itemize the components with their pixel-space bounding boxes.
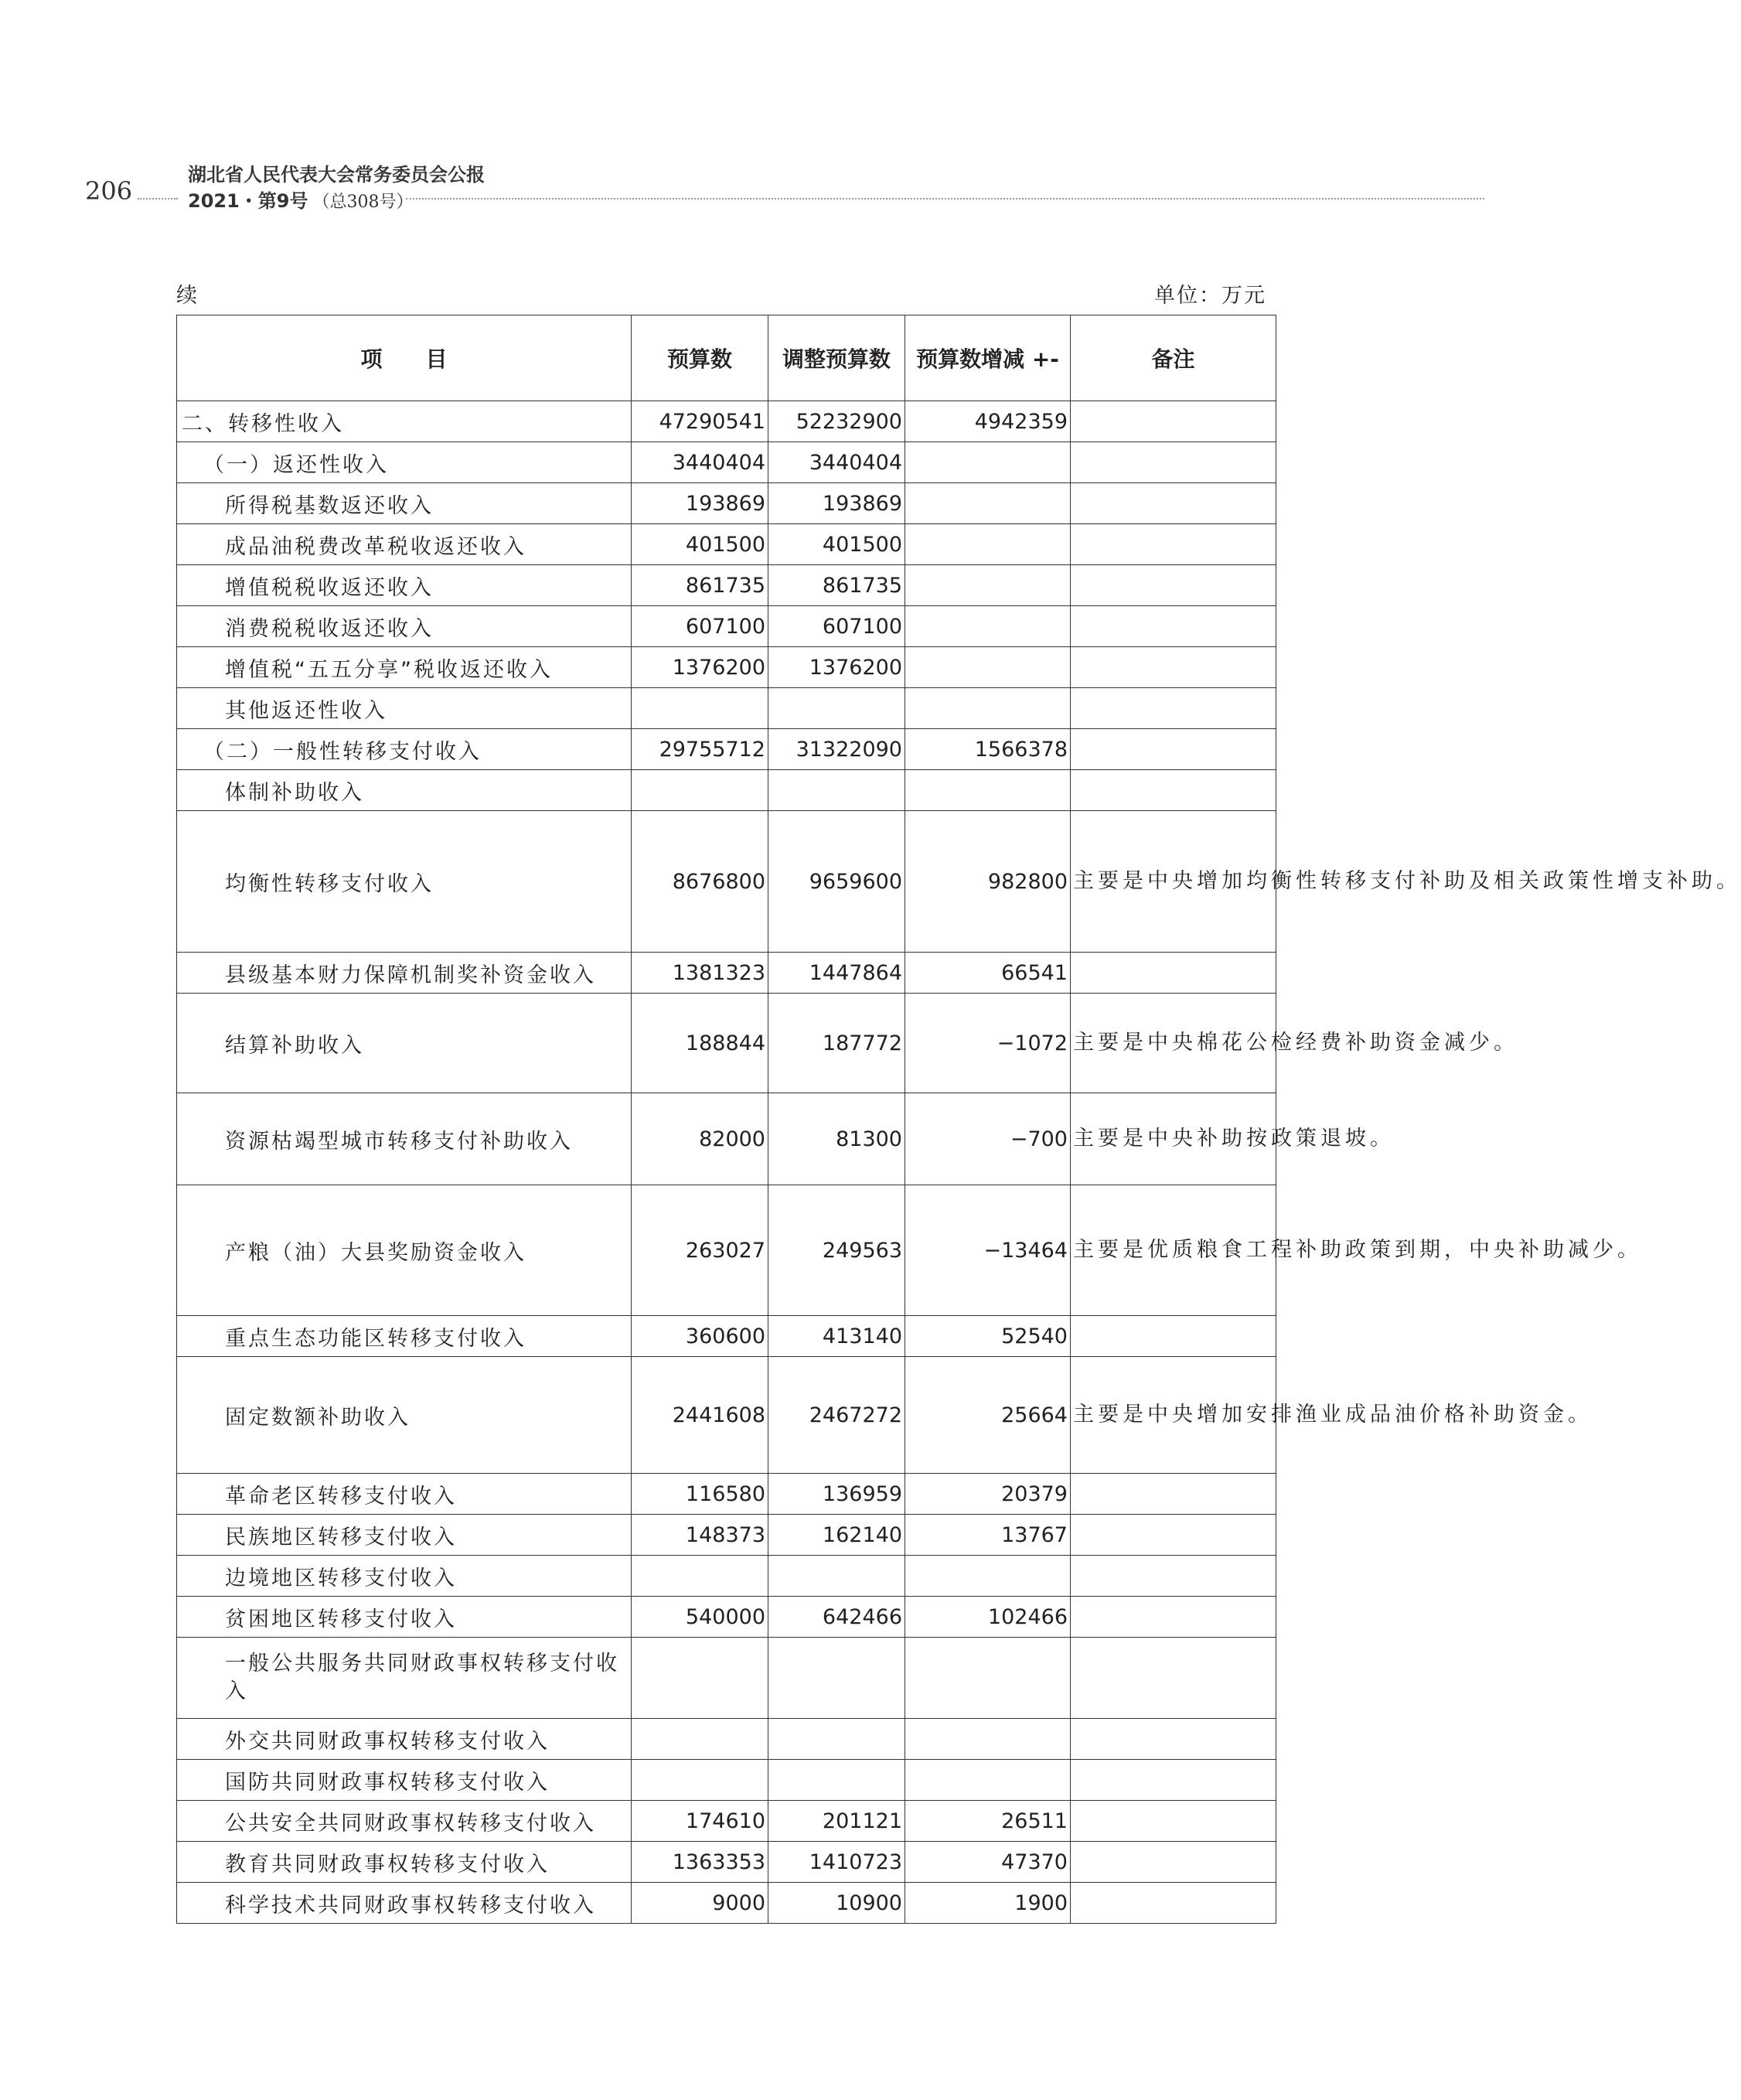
cell-note: 主要是中央补助按政策退坡。 bbox=[1071, 1093, 1276, 1185]
cell-change: 4942359 bbox=[905, 401, 1071, 442]
cell-item: 贫困地区转移支付收入 bbox=[177, 1597, 632, 1638]
cell-note bbox=[1071, 1842, 1276, 1883]
cell-item: 国防共同财政事权转移支付收入 bbox=[177, 1760, 632, 1801]
cell-item: 成品油税费改革税收返还收入 bbox=[177, 524, 632, 565]
table-row bbox=[177, 524, 1276, 565]
cell-note: 主要是中央增加安排渔业成品油价格补助资金。 bbox=[1071, 1357, 1276, 1474]
cell-change bbox=[905, 1760, 1071, 1801]
cell-change: 1566378 bbox=[905, 729, 1071, 770]
cell-note bbox=[1071, 688, 1276, 729]
cell-budget: 9000 bbox=[632, 1883, 768, 1924]
cell-item: 增值税“五五分享”税收返还收入 bbox=[177, 647, 632, 688]
cell-budget: 540000 bbox=[632, 1597, 768, 1638]
cell-change: 47370 bbox=[905, 1842, 1071, 1883]
cell-note bbox=[1071, 1556, 1276, 1597]
cell-budget: 8676800 bbox=[632, 811, 768, 953]
cell-budget: 174610 bbox=[632, 1801, 768, 1842]
cell-note: 主要是优质粮食工程补助政策到期，中央补助减少。 bbox=[1071, 1185, 1276, 1316]
header-divider-left bbox=[138, 198, 178, 199]
cell-adjusted bbox=[768, 1556, 905, 1597]
table-row bbox=[177, 1760, 1276, 1801]
table-header-row bbox=[177, 315, 1276, 401]
continuation-label: 续 bbox=[176, 284, 197, 308]
cell-change: 13767 bbox=[905, 1515, 1071, 1556]
cell-note bbox=[1071, 442, 1276, 483]
cell-note bbox=[1071, 1515, 1276, 1556]
table-body bbox=[177, 401, 1741, 1924]
cell-change: 1900 bbox=[905, 1883, 1071, 1924]
cell-adjusted: 9659600 bbox=[768, 811, 905, 953]
cell-item: 结算补助收入 bbox=[177, 994, 632, 1093]
column-header-change: 预算数增减 +- bbox=[905, 315, 1071, 401]
cell-item: 所得税基数返还收入 bbox=[177, 483, 632, 524]
cell-change bbox=[905, 1556, 1071, 1597]
cell-budget: 1381323 bbox=[632, 953, 768, 994]
cell-adjusted: 1410723 bbox=[768, 1842, 905, 1883]
cell-item: 外交共同财政事权转移支付收入 bbox=[177, 1719, 632, 1760]
table-row bbox=[177, 688, 1276, 729]
cell-change: −13464 bbox=[905, 1185, 1071, 1316]
cell-change: 66541 bbox=[905, 953, 1071, 994]
cell-adjusted bbox=[768, 1719, 905, 1760]
cell-adjusted: 31322090 bbox=[768, 729, 905, 770]
cell-item: 科学技术共同财政事权转移支付收入 bbox=[177, 1883, 632, 1924]
cell-item: 体制补助收入 bbox=[177, 770, 632, 811]
cell-adjusted: 10900 bbox=[768, 1883, 905, 1924]
cell-adjusted: 642466 bbox=[768, 1597, 905, 1638]
table-row bbox=[177, 1883, 1276, 1924]
cell-budget: 82000 bbox=[632, 1093, 768, 1185]
column-header-item: 项 目 bbox=[177, 315, 632, 401]
cell-adjusted: 81300 bbox=[768, 1093, 905, 1185]
cell-budget: 47290541 bbox=[632, 401, 768, 442]
budget-table bbox=[176, 315, 1741, 1924]
cell-adjusted: 1376200 bbox=[768, 647, 905, 688]
table-row bbox=[177, 1474, 1276, 1515]
cell-adjusted: 249563 bbox=[768, 1185, 905, 1316]
cell-change: 26511 bbox=[905, 1801, 1071, 1842]
cell-budget bbox=[632, 770, 768, 811]
cell-change: −1072 bbox=[905, 994, 1071, 1093]
cell-change: 102466 bbox=[905, 1597, 1071, 1638]
cell-budget: 116580 bbox=[632, 1474, 768, 1515]
cell-note bbox=[1071, 953, 1276, 994]
cell-budget: 401500 bbox=[632, 524, 768, 565]
cell-adjusted: 187772 bbox=[768, 994, 905, 1093]
cell-change bbox=[905, 1719, 1071, 1760]
cell-note: 主要是中央增加均衡性转移支付补助及相关政策性增支补助。 bbox=[1071, 811, 1276, 953]
cell-note bbox=[1071, 524, 1276, 565]
cell-budget: 3440404 bbox=[632, 442, 768, 483]
cell-budget bbox=[632, 1638, 768, 1719]
cell-change bbox=[905, 770, 1071, 811]
cell-note bbox=[1071, 647, 1276, 688]
cell-adjusted: 401500 bbox=[768, 524, 905, 565]
column-header-budget: 预算数 bbox=[632, 315, 768, 401]
table-row bbox=[177, 483, 1276, 524]
cell-budget: 607100 bbox=[632, 606, 768, 647]
cell-note bbox=[1071, 1719, 1276, 1760]
cell-adjusted bbox=[768, 1638, 905, 1719]
header-divider-right bbox=[406, 198, 1484, 199]
cell-note bbox=[1071, 1638, 1276, 1719]
issue-number: 2021・第9号 bbox=[188, 190, 308, 212]
cell-change: −700 bbox=[905, 1093, 1071, 1185]
cell-budget: 263027 bbox=[632, 1185, 768, 1316]
table-row bbox=[177, 606, 1276, 647]
table-row bbox=[177, 729, 1276, 770]
cell-adjusted bbox=[768, 688, 905, 729]
cell-budget: 861735 bbox=[632, 565, 768, 606]
table-row bbox=[177, 1801, 1276, 1842]
table-row bbox=[177, 1316, 1276, 1357]
table-row bbox=[177, 1638, 1276, 1719]
cell-adjusted: 861735 bbox=[768, 565, 905, 606]
table-row bbox=[177, 565, 1276, 606]
cell-item: 固定数额补助收入 bbox=[177, 1357, 632, 1474]
cell-note bbox=[1071, 565, 1276, 606]
cell-item: 产粮（油）大县奖励资金收入 bbox=[177, 1185, 632, 1316]
cell-budget bbox=[632, 1760, 768, 1801]
cell-budget: 148373 bbox=[632, 1515, 768, 1556]
cell-adjusted: 162140 bbox=[768, 1515, 905, 1556]
cell-item: 边境地区转移支付收入 bbox=[177, 1556, 632, 1597]
cell-item: 县级基本财力保障机制奖补资金收入 bbox=[177, 953, 632, 994]
column-header-adjusted: 调整预算数 bbox=[768, 315, 905, 401]
cell-note bbox=[1071, 1760, 1276, 1801]
cell-budget: 1376200 bbox=[632, 647, 768, 688]
cell-item: 民族地区转移支付收入 bbox=[177, 1515, 632, 1556]
cell-item: 均衡性转移支付收入 bbox=[177, 811, 632, 953]
table-row bbox=[177, 442, 1276, 483]
cell-adjusted bbox=[768, 770, 905, 811]
table-row bbox=[177, 1597, 1276, 1638]
table-row bbox=[177, 811, 1276, 953]
cell-change: 25664 bbox=[905, 1357, 1071, 1474]
table-row bbox=[177, 1842, 1276, 1883]
cell-note: 主要是中央棉花公检经费补助资金减少。 bbox=[1071, 994, 1276, 1093]
issue-total: （总308号） bbox=[312, 193, 414, 212]
cell-budget bbox=[632, 1719, 768, 1760]
cell-note bbox=[1071, 1474, 1276, 1515]
cell-budget: 1363353 bbox=[632, 1842, 768, 1883]
unit-label: 单位：万元 bbox=[1154, 284, 1266, 308]
cell-item: 重点生态功能区转移支付收入 bbox=[177, 1316, 632, 1357]
cell-budget: 193869 bbox=[632, 483, 768, 524]
table-row bbox=[177, 1357, 1276, 1474]
gazette-title: 湖北省人民代表大会常务委员会公报 bbox=[188, 164, 485, 186]
cell-adjusted: 136959 bbox=[768, 1474, 905, 1515]
cell-change: 982800 bbox=[905, 811, 1071, 953]
cell-change bbox=[905, 565, 1071, 606]
cell-adjusted: 607100 bbox=[768, 606, 905, 647]
cell-adjusted: 2467272 bbox=[768, 1357, 905, 1474]
cell-change bbox=[905, 442, 1071, 483]
cell-item: 消费税税收返还收入 bbox=[177, 606, 632, 647]
cell-adjusted: 3440404 bbox=[768, 442, 905, 483]
cell-note bbox=[1071, 729, 1276, 770]
cell-adjusted: 1447864 bbox=[768, 953, 905, 994]
cell-budget bbox=[632, 688, 768, 729]
page-number: 206 bbox=[85, 176, 133, 206]
cell-item: 公共安全共同财政事权转移支付收入 bbox=[177, 1801, 632, 1842]
cell-note bbox=[1071, 606, 1276, 647]
cell-adjusted bbox=[768, 1760, 905, 1801]
cell-item: 其他返还性收入 bbox=[177, 688, 632, 729]
cell-item: （一）返还性收入 bbox=[177, 442, 632, 483]
page-header bbox=[0, 0, 1484, 232]
cell-adjusted: 201121 bbox=[768, 1801, 905, 1842]
cell-item: 资源枯竭型城市转移支付补助收入 bbox=[177, 1093, 632, 1185]
cell-budget: 188844 bbox=[632, 994, 768, 1093]
cell-note bbox=[1071, 770, 1276, 811]
column-header-note: 备注 bbox=[1071, 315, 1276, 401]
cell-item: 二、转移性收入 bbox=[177, 401, 632, 442]
cell-adjusted: 413140 bbox=[768, 1316, 905, 1357]
cell-change bbox=[905, 688, 1071, 729]
table-row bbox=[177, 1556, 1276, 1597]
cell-adjusted: 52232900 bbox=[768, 401, 905, 442]
cell-budget: 360600 bbox=[632, 1316, 768, 1357]
cell-change: 20379 bbox=[905, 1474, 1071, 1515]
cell-note bbox=[1071, 1316, 1276, 1357]
cell-item: 增值税税收返还收入 bbox=[177, 565, 632, 606]
cell-note bbox=[1071, 1801, 1276, 1842]
cell-item: 一般公共服务共同财政事权转移支付收入 bbox=[177, 1638, 632, 1719]
cell-change bbox=[905, 483, 1071, 524]
table-row bbox=[177, 1515, 1276, 1556]
table-row bbox=[177, 1719, 1276, 1760]
cell-change bbox=[905, 647, 1071, 688]
table-row bbox=[177, 770, 1276, 811]
table-row bbox=[177, 953, 1276, 994]
cell-budget: 29755712 bbox=[632, 729, 768, 770]
cell-note bbox=[1071, 483, 1276, 524]
cell-budget: 2441608 bbox=[632, 1357, 768, 1474]
table-row bbox=[177, 1093, 1276, 1185]
issue-line bbox=[188, 186, 414, 213]
cell-note bbox=[1071, 1883, 1276, 1924]
cell-change bbox=[905, 606, 1071, 647]
table-row bbox=[177, 994, 1276, 1093]
cell-change bbox=[905, 524, 1071, 565]
cell-item: 革命老区转移支付收入 bbox=[177, 1474, 632, 1515]
cell-change: 52540 bbox=[905, 1316, 1071, 1357]
cell-change bbox=[905, 1638, 1071, 1719]
cell-note bbox=[1071, 1597, 1276, 1638]
table-row bbox=[177, 647, 1276, 688]
table-row bbox=[177, 401, 1276, 442]
cell-item: （二）一般性转移支付收入 bbox=[177, 729, 632, 770]
table-row bbox=[177, 1185, 1276, 1316]
cell-item: 教育共同财政事权转移支付收入 bbox=[177, 1842, 632, 1883]
cell-note bbox=[1071, 401, 1276, 442]
cell-adjusted: 193869 bbox=[768, 483, 905, 524]
cell-budget bbox=[632, 1556, 768, 1597]
